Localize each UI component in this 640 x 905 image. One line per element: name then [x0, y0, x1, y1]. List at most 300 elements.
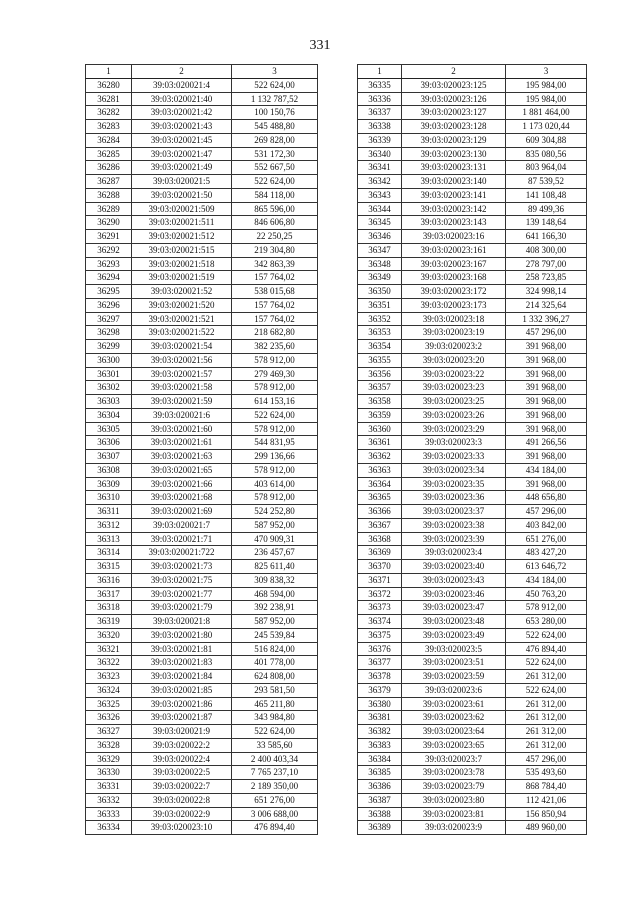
- row-number: 36357: [358, 381, 402, 395]
- cadastral-value: 651 276,00: [232, 793, 318, 807]
- row-number: 36368: [358, 532, 402, 546]
- cadastral-number: 39:03:020021:61: [132, 436, 232, 450]
- table-row: [358, 78, 587, 92]
- row-number: 36296: [86, 298, 132, 312]
- row-number: 36386: [358, 780, 402, 794]
- row-number: 36355: [358, 353, 402, 367]
- cadastral-number: 39:03:020023:61: [402, 697, 506, 711]
- cadastral-number: 39:03:020021:79: [132, 601, 232, 615]
- table-row: [358, 752, 587, 766]
- cadastral-value: 1 881 464,00: [506, 106, 587, 120]
- cadastral-value: 391 968,00: [506, 381, 587, 395]
- table-row: [86, 298, 318, 312]
- cadastral-value: 614 153,16: [232, 395, 318, 409]
- cadastral-number: 39:03:020023:43: [402, 573, 506, 587]
- table-row: [86, 450, 318, 464]
- cadastral-number: 39:03:020023:129: [402, 133, 506, 147]
- cadastral-value: 7 765 237,10: [232, 766, 318, 780]
- cadastral-value: 279 469,30: [232, 367, 318, 381]
- cadastral-number: 39:03:020021:49: [132, 161, 232, 175]
- row-number: 36286: [86, 161, 132, 175]
- row-number: 36298: [86, 326, 132, 340]
- row-number: 36380: [358, 697, 402, 711]
- table-row: [358, 202, 587, 216]
- cadastral-number: 39:03:020023:39: [402, 532, 506, 546]
- row-number: 36313: [86, 532, 132, 546]
- row-number: 36365: [358, 491, 402, 505]
- table-row: [358, 147, 587, 161]
- table-row: [358, 161, 587, 175]
- row-number: 36348: [358, 257, 402, 271]
- row-number: 36289: [86, 202, 132, 216]
- row-number: 36376: [358, 642, 402, 656]
- table-row: [86, 491, 318, 505]
- cadastral-number: 39:03:020021:54: [132, 340, 232, 354]
- cadastral-value: 139 148,64: [506, 216, 587, 230]
- cadastral-value: 825 611,40: [232, 560, 318, 574]
- row-number: 36324: [86, 683, 132, 697]
- cadastral-value: 835 080,56: [506, 147, 587, 161]
- cadastral-number: 39:03:020021:73: [132, 560, 232, 574]
- cadastral-number: 39:03:020022:9: [132, 807, 232, 821]
- table-row: [86, 477, 318, 491]
- row-number: 36291: [86, 230, 132, 244]
- cadastral-value: 538 015,68: [232, 285, 318, 299]
- cadastral-number: 39:03:020021:84: [132, 670, 232, 684]
- table-row: [86, 780, 318, 794]
- cadastral-value: 245 539,84: [232, 628, 318, 642]
- table-row: [358, 477, 587, 491]
- table-row: [358, 298, 587, 312]
- cadastral-number: 39:03:020023:130: [402, 147, 506, 161]
- cadastral-value: 846 606,80: [232, 216, 318, 230]
- cadastral-number: 39:03:020023:26: [402, 408, 506, 422]
- table-row: [86, 752, 318, 766]
- table-row: [86, 766, 318, 780]
- row-number: 36301: [86, 367, 132, 381]
- cadastral-number: 39:03:020021:69: [132, 505, 232, 519]
- cadastral-value: 403 614,00: [232, 477, 318, 491]
- table-row: [86, 615, 318, 629]
- row-number: 36280: [86, 78, 132, 92]
- cadastral-number: 39:03:020023:81: [402, 807, 506, 821]
- cadastral-number: 39:03:020021:52: [132, 285, 232, 299]
- cadastral-value: 87 539,52: [506, 175, 587, 189]
- cadastral-value: 236 457,67: [232, 546, 318, 560]
- cadastral-value: 391 968,00: [506, 353, 587, 367]
- row-number: 36377: [358, 656, 402, 670]
- table-row: [358, 711, 587, 725]
- row-number: 36285: [86, 147, 132, 161]
- row-number: 36325: [86, 697, 132, 711]
- cadastral-value: 489 960,00: [506, 821, 587, 835]
- table-row: [86, 216, 318, 230]
- cadastral-value: 522 624,00: [232, 175, 318, 189]
- cadastral-value: 342 863,39: [232, 257, 318, 271]
- table-row: [358, 106, 587, 120]
- cadastral-number: 39:03:020023:173: [402, 298, 506, 312]
- cadastral-number: 39:03:020021:7: [132, 518, 232, 532]
- cadastral-number: 39:03:020021:87: [132, 711, 232, 725]
- table-row: [358, 505, 587, 519]
- table-row: [358, 780, 587, 794]
- cadastral-number: 39:03:020023:172: [402, 285, 506, 299]
- cadastral-value: 391 968,00: [506, 422, 587, 436]
- cadastral-value: 2 189 350,00: [232, 780, 318, 794]
- cadastral-number: 39:03:020023:143: [402, 216, 506, 230]
- table-row: [86, 807, 318, 821]
- cadastral-value: 448 656,80: [506, 491, 587, 505]
- row-number: 36356: [358, 367, 402, 381]
- row-number: 36293: [86, 257, 132, 271]
- cadastral-number: 39:03:020023:4: [402, 546, 506, 560]
- table-row: [358, 532, 587, 546]
- cadastral-value: 309 838,32: [232, 573, 318, 587]
- cadastral-number: 39:03:020023:29: [402, 422, 506, 436]
- table-row: [358, 463, 587, 477]
- row-number: 36353: [358, 326, 402, 340]
- right-table: [357, 64, 587, 835]
- table-row: [358, 381, 587, 395]
- table-row: [358, 175, 587, 189]
- cadastral-value: 491 266,56: [506, 436, 587, 450]
- row-number: 36384: [358, 752, 402, 766]
- cadastral-value: 1 132 787,52: [232, 92, 318, 106]
- cadastral-number: 39:03:020021:8: [132, 615, 232, 629]
- cadastral-value: 522 624,00: [232, 78, 318, 92]
- table-row: [86, 628, 318, 642]
- cadastral-number: 39:03:020023:36: [402, 491, 506, 505]
- cadastral-value: 584 118,00: [232, 188, 318, 202]
- row-number: 36307: [86, 450, 132, 464]
- row-number: 36282: [86, 106, 132, 120]
- table-row: [358, 353, 587, 367]
- cadastral-value: 624 808,00: [232, 670, 318, 684]
- row-number: 36378: [358, 670, 402, 684]
- cadastral-number: 39:03:020021:68: [132, 491, 232, 505]
- cadastral-number: 39:03:020021:509: [132, 202, 232, 216]
- cadastral-value: 457 296,00: [506, 326, 587, 340]
- cadastral-value: 522 624,00: [506, 628, 587, 642]
- cadastral-value: 1 173 020,44: [506, 120, 587, 134]
- row-number: 36323: [86, 670, 132, 684]
- row-number: 36335: [358, 78, 402, 92]
- row-number: 36305: [86, 422, 132, 436]
- row-number: 36328: [86, 738, 132, 752]
- table-row: [358, 450, 587, 464]
- row-number: 36367: [358, 518, 402, 532]
- row-number: 36379: [358, 683, 402, 697]
- cadastral-number: 39:03:020021:4: [132, 78, 232, 92]
- table-row: [358, 285, 587, 299]
- cadastral-number: 39:03:020023:7: [402, 752, 506, 766]
- cadastral-value: 476 894,40: [232, 821, 318, 835]
- cadastral-value: 22 250,25: [232, 230, 318, 244]
- cadastral-value: 157 764,02: [232, 312, 318, 326]
- cadastral-value: 324 998,14: [506, 285, 587, 299]
- cadastral-number: 39:03:020021:60: [132, 422, 232, 436]
- row-number: 36318: [86, 601, 132, 615]
- cadastral-number: 39:03:020023:6: [402, 683, 506, 697]
- row-number: 36283: [86, 120, 132, 134]
- cadastral-value: 641 166,30: [506, 230, 587, 244]
- cadastral-number: 39:03:020021:85: [132, 683, 232, 697]
- table-row: [358, 766, 587, 780]
- cadastral-number: 39:03:020021:9: [132, 725, 232, 739]
- row-number: 36340: [358, 147, 402, 161]
- cadastral-value: 112 421,06: [506, 793, 587, 807]
- row-number: 36322: [86, 656, 132, 670]
- table-row: [358, 271, 587, 285]
- table-row: [358, 436, 587, 450]
- table-row: [358, 656, 587, 670]
- cadastral-number: 39:03:020021:521: [132, 312, 232, 326]
- table-row: [86, 587, 318, 601]
- cadastral-number: 39:03:020023:80: [402, 793, 506, 807]
- cadastral-value: 552 667,50: [232, 161, 318, 175]
- cadastral-number: 39:03:020021:45: [132, 133, 232, 147]
- table-row: [86, 560, 318, 574]
- table-row: [86, 381, 318, 395]
- cadastral-value: 343 984,80: [232, 711, 318, 725]
- cadastral-value: 468 594,00: [232, 587, 318, 601]
- table-row: [86, 711, 318, 725]
- cadastral-number: 39:03:020021:40: [132, 92, 232, 106]
- row-number: 36311: [86, 505, 132, 519]
- cadastral-number: 39:03:020023:131: [402, 161, 506, 175]
- cadastral-value: 465 211,80: [232, 697, 318, 711]
- cadastral-value: 522 624,00: [506, 656, 587, 670]
- table-row: [358, 367, 587, 381]
- cadastral-value: 457 296,00: [506, 505, 587, 519]
- table-row: [358, 615, 587, 629]
- cadastral-value: 391 968,00: [506, 395, 587, 409]
- table-row: [86, 257, 318, 271]
- cadastral-number: 39:03:020023:38: [402, 518, 506, 532]
- cadastral-value: 401 778,00: [232, 656, 318, 670]
- cadastral-number: 39:03:020022:8: [132, 793, 232, 807]
- row-number: 36383: [358, 738, 402, 752]
- table-row: [86, 326, 318, 340]
- row-number: 36287: [86, 175, 132, 189]
- table-row: [86, 188, 318, 202]
- row-number: 36344: [358, 202, 402, 216]
- row-number: 36316: [86, 573, 132, 587]
- cadastral-number: 39:03:020023:161: [402, 243, 506, 257]
- cadastral-number: 39:03:020023:125: [402, 78, 506, 92]
- cadastral-value: 868 784,40: [506, 780, 587, 794]
- cadastral-value: 141 108,48: [506, 188, 587, 202]
- cadastral-value: 3 006 688,00: [232, 807, 318, 821]
- row-number: 36364: [358, 477, 402, 491]
- cadastral-number: 39:03:020021:520: [132, 298, 232, 312]
- cadastral-number: 39:03:020022:2: [132, 738, 232, 752]
- row-number: 36360: [358, 422, 402, 436]
- cadastral-value: 535 493,60: [506, 766, 587, 780]
- table-row: [358, 642, 587, 656]
- row-number: 36372: [358, 587, 402, 601]
- cadastral-value: 434 184,00: [506, 573, 587, 587]
- cadastral-value: 470 909,31: [232, 532, 318, 546]
- row-number: 36363: [358, 463, 402, 477]
- cadastral-number: 39:03:020021:56: [132, 353, 232, 367]
- row-number: 36309: [86, 477, 132, 491]
- cadastral-number: 39:03:020023:59: [402, 670, 506, 684]
- row-number: 36341: [358, 161, 402, 175]
- cadastral-value: 261 312,00: [506, 670, 587, 684]
- cadastral-number: 39:03:020023:167: [402, 257, 506, 271]
- row-number: 36300: [86, 353, 132, 367]
- cadastral-number: 39:03:020023:2: [402, 340, 506, 354]
- table-row: [86, 202, 318, 216]
- cadastral-value: 214 325,64: [506, 298, 587, 312]
- table-row: [86, 725, 318, 739]
- cadastral-value: 578 912,00: [232, 422, 318, 436]
- row-number: 36342: [358, 175, 402, 189]
- cadastral-value: 299 136,66: [232, 450, 318, 464]
- row-number: 36385: [358, 766, 402, 780]
- table-row: [86, 642, 318, 656]
- cadastral-number: 39:03:020023:46: [402, 587, 506, 601]
- cadastral-value: 195 984,00: [506, 78, 587, 92]
- row-number: 36362: [358, 450, 402, 464]
- cadastral-value: 391 968,00: [506, 340, 587, 354]
- row-number: 36337: [358, 106, 402, 120]
- cadastral-number: 39:03:020021:59: [132, 395, 232, 409]
- row-number: 36374: [358, 615, 402, 629]
- cadastral-number: 39:03:020023:142: [402, 202, 506, 216]
- cadastral-value: 522 624,00: [232, 408, 318, 422]
- cadastral-number: 39:03:020023:64: [402, 725, 506, 739]
- table-row: [358, 422, 587, 436]
- cadastral-number: 39:03:020023:62: [402, 711, 506, 725]
- table-row: [86, 408, 318, 422]
- cadastral-number: 39:03:020021:63: [132, 450, 232, 464]
- table-row: [86, 230, 318, 244]
- cadastral-number: 39:03:020023:25: [402, 395, 506, 409]
- table-row: [358, 120, 587, 134]
- cadastral-value: 587 952,00: [232, 518, 318, 532]
- table-row: [358, 312, 587, 326]
- row-number: 36288: [86, 188, 132, 202]
- row-number: 36306: [86, 436, 132, 450]
- table-row: [358, 257, 587, 271]
- cadastral-number: 39:03:020023:18: [402, 312, 506, 326]
- cadastral-number: 39:03:020021:71: [132, 532, 232, 546]
- table-row: [358, 560, 587, 574]
- cadastral-number: 39:03:020023:9: [402, 821, 506, 835]
- cadastral-number: 39:03:020021:80: [132, 628, 232, 642]
- row-number: 36359: [358, 408, 402, 422]
- row-number: 36290: [86, 216, 132, 230]
- cadastral-number: 39:03:020021:66: [132, 477, 232, 491]
- cadastral-number: 39:03:020021:81: [132, 642, 232, 656]
- cadastral-number: 39:03:020023:23: [402, 381, 506, 395]
- row-number: 36299: [86, 340, 132, 354]
- table-row: [358, 683, 587, 697]
- cadastral-number: 39:03:020021:43: [132, 120, 232, 134]
- cadastral-value: 578 912,00: [232, 353, 318, 367]
- cadastral-value: 258 723,85: [506, 271, 587, 285]
- cadastral-value: 261 312,00: [506, 738, 587, 752]
- table-row: [358, 546, 587, 560]
- cadastral-value: 651 276,00: [506, 532, 587, 546]
- row-number: 36333: [86, 807, 132, 821]
- cadastral-value: 653 280,00: [506, 615, 587, 629]
- table-row: [86, 120, 318, 134]
- table-row: [86, 147, 318, 161]
- table-row: [86, 436, 318, 450]
- cadastral-value: 408 300,00: [506, 243, 587, 257]
- cadastral-number: 39:03:020023:20: [402, 353, 506, 367]
- row-number: 36389: [358, 821, 402, 835]
- row-number: 36366: [358, 505, 402, 519]
- row-number: 36336: [358, 92, 402, 106]
- cadastral-value: 278 797,00: [506, 257, 587, 271]
- row-number: 36327: [86, 725, 132, 739]
- cadastral-value: 524 252,80: [232, 505, 318, 519]
- cadastral-value: 434 184,00: [506, 463, 587, 477]
- cadastral-value: 587 952,00: [232, 615, 318, 629]
- cadastral-value: 613 646,72: [506, 560, 587, 574]
- cadastral-value: 261 312,00: [506, 725, 587, 739]
- row-number: 36343: [358, 188, 402, 202]
- row-number: 36317: [86, 587, 132, 601]
- row-number: 36314: [86, 546, 132, 560]
- cadastral-value: 457 296,00: [506, 752, 587, 766]
- cadastral-number: 39:03:020021:57: [132, 367, 232, 381]
- row-number: 36339: [358, 133, 402, 147]
- row-number: 36303: [86, 395, 132, 409]
- table-row: [358, 821, 587, 835]
- table-row: [86, 78, 318, 92]
- cadastral-number: 39:03:020021:58: [132, 381, 232, 395]
- cadastral-number: 39:03:020023:78: [402, 766, 506, 780]
- cadastral-value: 1 332 396,27: [506, 312, 587, 326]
- row-number: 36294: [86, 271, 132, 285]
- cadastral-value: 293 581,50: [232, 683, 318, 697]
- cadastral-number: 39:03:020022:5: [132, 766, 232, 780]
- row-number: 36369: [358, 546, 402, 560]
- table-row: [358, 408, 587, 422]
- table-row: [86, 793, 318, 807]
- table-row: [358, 340, 587, 354]
- cadastral-value: 578 912,00: [232, 381, 318, 395]
- table-row: [358, 573, 587, 587]
- cadastral-value: 450 763,20: [506, 587, 587, 601]
- row-number: 36387: [358, 793, 402, 807]
- cadastral-number: 39:03:020023:51: [402, 656, 506, 670]
- row-number: 36295: [86, 285, 132, 299]
- row-number: 36281: [86, 92, 132, 106]
- row-number: 36308: [86, 463, 132, 477]
- table-row: [86, 175, 318, 189]
- cadastral-number: 39:03:020021:83: [132, 656, 232, 670]
- table-row: [358, 697, 587, 711]
- cadastral-number: 39:03:020021:86: [132, 697, 232, 711]
- table-row: [358, 807, 587, 821]
- page-number: 331: [309, 38, 331, 53]
- cadastral-number: 39:03:020021:518: [132, 257, 232, 271]
- cadastral-number: 39:03:020021:65: [132, 463, 232, 477]
- cadastral-number: 39:03:020023:141: [402, 188, 506, 202]
- cadastral-number: 39:03:020023:37: [402, 505, 506, 519]
- cadastral-number: 39:03:020023:33: [402, 450, 506, 464]
- cadastral-number: 39:03:020023:3: [402, 436, 506, 450]
- row-number: 36349: [358, 271, 402, 285]
- row-number: 36350: [358, 285, 402, 299]
- cadastral-number: 39:03:020021:75: [132, 573, 232, 587]
